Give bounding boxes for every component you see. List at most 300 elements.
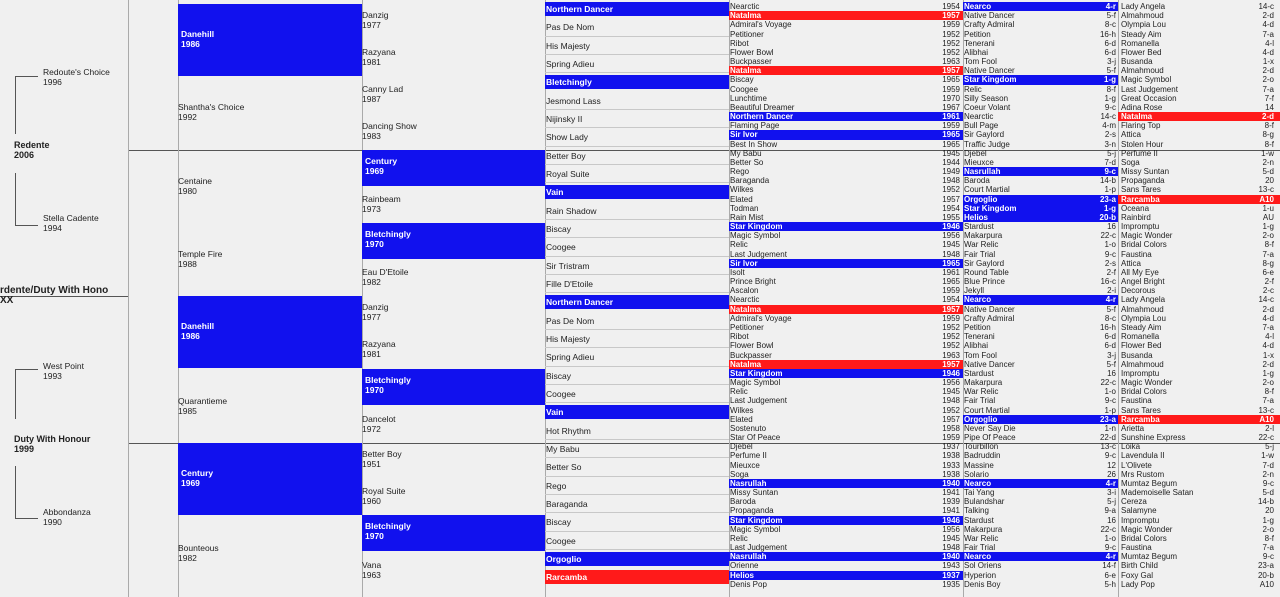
gen8-horse[interactable] — [1118, 268, 1280, 277]
gen5-horse[interactable] — [545, 570, 729, 584]
horse-year: 1986 — [181, 331, 200, 341]
gen7-horse[interactable] — [963, 2, 1118, 11]
family-number: 1-x — [1262, 57, 1274, 66]
gen7-horse[interactable] — [963, 39, 1118, 48]
gen8-horse[interactable] — [1118, 525, 1280, 534]
gen5-horse[interactable] — [545, 128, 729, 146]
gen6-horse[interactable] — [729, 94, 963, 103]
gen6-horse[interactable] — [729, 341, 963, 350]
gen7-horse[interactable] — [963, 75, 1118, 84]
gen3-horse[interactable] — [178, 543, 219, 563]
gen8-horse[interactable] — [1118, 442, 1280, 451]
gen7-horse[interactable] — [963, 30, 1118, 39]
gen6-horse[interactable] — [729, 195, 963, 204]
gen8-horse[interactable] — [1118, 176, 1280, 185]
gen6-horse[interactable] — [729, 305, 963, 314]
family-number: 2-s — [1104, 258, 1116, 268]
gen5-horse[interactable] — [545, 552, 729, 566]
gen5-horse[interactable] — [545, 185, 729, 199]
gen7-horse[interactable] — [963, 140, 1118, 149]
gen8-horse[interactable] — [1118, 506, 1280, 515]
gen7-horse[interactable] — [963, 415, 1118, 424]
gen7-horse[interactable] — [963, 497, 1118, 506]
gen7-horse[interactable] — [963, 488, 1118, 497]
gen7-horse[interactable] — [963, 286, 1118, 295]
gen7-horse[interactable] — [963, 259, 1118, 268]
gen1-horse[interactable] — [14, 140, 50, 160]
gen6-horse[interactable] — [729, 314, 963, 323]
family-number: 22-c — [1258, 433, 1274, 442]
gen8-horse[interactable] — [1118, 185, 1280, 194]
gen6-horse[interactable] — [729, 204, 963, 213]
gen7-horse[interactable] — [963, 268, 1118, 277]
gen4-horse[interactable] — [362, 486, 405, 506]
gen6-horse[interactable] — [729, 259, 963, 268]
gen7-horse[interactable] — [963, 112, 1118, 121]
gen7-horse[interactable] — [963, 130, 1118, 139]
gen3-horse-highlighted[interactable] — [178, 4, 362, 76]
gen5-horse[interactable] — [545, 220, 729, 238]
horse-name: Stardust — [964, 368, 994, 378]
gen3-horse-highlighted[interactable] — [178, 443, 362, 515]
gen4-horse[interactable] — [362, 449, 402, 469]
gen7-horse[interactable] — [963, 57, 1118, 66]
gen6-horse[interactable] — [729, 286, 963, 295]
gen6-horse[interactable] — [729, 112, 963, 121]
horse-name: Relic — [730, 533, 748, 543]
gen5-horse[interactable] — [545, 477, 729, 495]
gen8-horse[interactable] — [1118, 351, 1280, 360]
gen6-horse[interactable] — [729, 461, 963, 470]
gen6-horse[interactable] — [729, 103, 963, 112]
gen6-horse[interactable] — [729, 360, 963, 369]
gen8-horse[interactable] — [1118, 130, 1280, 139]
gen8-horse[interactable] — [1118, 580, 1280, 589]
gen7-horse[interactable] — [963, 277, 1118, 286]
gen6-horse[interactable] — [729, 222, 963, 231]
gen4-horse-highlighted[interactable] — [362, 223, 545, 259]
family-number: 5-j — [1107, 148, 1116, 158]
gen6-horse[interactable] — [729, 516, 963, 525]
gen2-horse[interactable] — [43, 507, 91, 527]
gen7-horse[interactable] — [963, 571, 1118, 580]
gen7-horse[interactable] — [963, 442, 1118, 451]
gen7-horse[interactable] — [963, 204, 1118, 213]
family-number: 1-g — [1262, 222, 1274, 232]
gen8-horse[interactable] — [1118, 222, 1280, 231]
gen7-horse[interactable] — [963, 461, 1118, 470]
gen6-horse[interactable] — [729, 543, 963, 552]
gen6-horse[interactable] — [729, 75, 963, 84]
gen7-horse[interactable] — [963, 20, 1118, 29]
gen5-horse[interactable] — [545, 92, 729, 110]
gen5-horse[interactable] — [545, 257, 729, 275]
gen8-horse[interactable] — [1118, 121, 1280, 130]
gen6-horse[interactable] — [729, 149, 963, 158]
gen1-horse[interactable] — [0, 286, 108, 306]
gen8-horse[interactable] — [1118, 250, 1280, 259]
gen6-horse[interactable] — [729, 130, 963, 139]
gen8-horse[interactable] — [1118, 277, 1280, 286]
gen8-horse[interactable] — [1118, 112, 1280, 121]
gen6-horse[interactable] — [729, 332, 963, 341]
gen5-horse[interactable] — [545, 495, 729, 513]
gen6-horse[interactable] — [729, 295, 963, 304]
gen4-horse[interactable] — [362, 10, 388, 30]
gen6-horse[interactable] — [729, 20, 963, 29]
gen7-horse[interactable] — [963, 580, 1118, 589]
gen2-horse[interactable] — [43, 361, 84, 381]
gen5-horse[interactable] — [545, 238, 729, 256]
gen8-horse[interactable] — [1118, 259, 1280, 268]
gen4-horse[interactable] — [362, 194, 401, 214]
gen4-horse[interactable] — [362, 267, 409, 287]
gen5-horse[interactable] — [545, 18, 729, 36]
family-number: 8-f — [1264, 240, 1274, 250]
family-number: 9-c — [1104, 451, 1116, 461]
gen5-horse[interactable] — [545, 330, 729, 348]
gen6-horse[interactable] — [729, 351, 963, 360]
gen5-horse[interactable] — [545, 2, 729, 16]
gen5-horse[interactable] — [545, 440, 729, 458]
gen7-horse[interactable] — [963, 561, 1118, 570]
gen5-horse[interactable] — [545, 110, 729, 128]
gen6-horse[interactable] — [729, 451, 963, 460]
gen8-horse[interactable] — [1118, 240, 1280, 249]
gen7-horse[interactable] — [963, 94, 1118, 103]
horse-name: Steady Aim — [1121, 29, 1162, 39]
gen6-horse[interactable] — [729, 433, 963, 442]
horse-name: Rarcamba — [1121, 414, 1160, 424]
gen8-horse[interactable] — [1118, 39, 1280, 48]
gen7-horse[interactable] — [963, 323, 1118, 332]
gen7-horse[interactable] — [963, 332, 1118, 341]
gen8-horse[interactable] — [1118, 305, 1280, 314]
gen7-horse[interactable] — [963, 516, 1118, 525]
gen8-horse[interactable] — [1118, 387, 1280, 396]
gen8-horse[interactable] — [1118, 2, 1280, 11]
horse-name: Ribot — [730, 332, 749, 342]
horse-name: Orienne — [730, 561, 759, 571]
gen8-horse[interactable] — [1118, 140, 1280, 149]
gen6-horse[interactable] — [729, 378, 963, 387]
gen7-horse[interactable] — [963, 396, 1118, 405]
gen7-horse[interactable] — [963, 240, 1118, 249]
gen5-horse[interactable] — [545, 37, 729, 55]
gen7-horse[interactable] — [963, 534, 1118, 543]
gen8-horse[interactable] — [1118, 20, 1280, 29]
gen6-horse[interactable] — [729, 571, 963, 580]
horse-year: 1959 — [942, 433, 960, 442]
gen7-horse[interactable] — [963, 66, 1118, 75]
gen6-horse[interactable] — [729, 470, 963, 479]
gen7-horse[interactable] — [963, 167, 1118, 176]
gen8-horse[interactable] — [1118, 231, 1280, 240]
gen8-horse[interactable] — [1118, 295, 1280, 304]
gen8-horse[interactable] — [1118, 360, 1280, 369]
horse-name: Nasrullah — [730, 552, 767, 562]
gen7-horse[interactable] — [963, 424, 1118, 433]
gen8-horse[interactable] — [1118, 323, 1280, 332]
gen7-horse[interactable] — [963, 103, 1118, 112]
gen3-horse[interactable] — [178, 249, 222, 269]
gen6-horse[interactable] — [729, 185, 963, 194]
gen8-horse[interactable] — [1118, 286, 1280, 295]
gen8-horse[interactable] — [1118, 66, 1280, 75]
horse-name: Sostenuto — [730, 423, 767, 433]
gen7-horse[interactable] — [963, 121, 1118, 130]
gen7-horse[interactable] — [963, 360, 1118, 369]
gen6-horse[interactable] — [729, 140, 963, 149]
gen8-horse[interactable] — [1118, 48, 1280, 57]
horse-name: Round Table — [964, 267, 1009, 277]
gen7-horse[interactable] — [963, 305, 1118, 314]
bracket-line — [15, 76, 38, 77]
horse-name: Nijinsky II — [546, 114, 583, 124]
gen7-horse[interactable] — [963, 250, 1118, 259]
gen6-horse[interactable] — [729, 11, 963, 20]
gen6-horse[interactable] — [729, 580, 963, 589]
gen8-horse[interactable] — [1118, 534, 1280, 543]
gen5-horse[interactable] — [545, 405, 729, 419]
gen6-horse[interactable] — [729, 488, 963, 497]
gen6-horse[interactable] — [729, 534, 963, 543]
horse-year: 1945 — [942, 533, 960, 543]
gen6-horse[interactable] — [729, 167, 963, 176]
gen8-horse[interactable] — [1118, 479, 1280, 488]
gen8-horse[interactable] — [1118, 11, 1280, 20]
gen6-horse[interactable] — [729, 231, 963, 240]
gen6-horse[interactable] — [729, 48, 963, 57]
gen7-horse[interactable] — [963, 479, 1118, 488]
gen5-horse[interactable] — [545, 312, 729, 330]
gen5-horse[interactable] — [545, 385, 729, 403]
gen8-horse[interactable] — [1118, 57, 1280, 66]
gen8-horse[interactable] — [1118, 516, 1280, 525]
gen7-horse[interactable] — [963, 11, 1118, 20]
horse-name: Elated — [730, 414, 753, 424]
gen8-horse[interactable] — [1118, 497, 1280, 506]
gen5-horse[interactable] — [545, 275, 729, 293]
gen5-horse[interactable] — [545, 165, 729, 183]
gen7-horse[interactable] — [963, 295, 1118, 304]
gen4-horse-highlighted[interactable] — [362, 515, 545, 551]
gen5-horse[interactable] — [545, 422, 729, 440]
gen8-horse[interactable] — [1118, 158, 1280, 167]
gen7-horse[interactable] — [963, 470, 1118, 479]
gen3-horse[interactable] — [178, 396, 227, 416]
horse-name: Wilkes — [730, 185, 754, 195]
gen7-horse[interactable] — [963, 185, 1118, 194]
gen8-horse[interactable] — [1118, 369, 1280, 378]
gen3-horse[interactable] — [178, 102, 244, 122]
horse-name: Rarcamba — [546, 572, 588, 583]
gen8-horse[interactable] — [1118, 149, 1280, 158]
gen7-horse[interactable] — [963, 158, 1118, 167]
gen8-horse[interactable] — [1118, 470, 1280, 479]
gen8-horse[interactable] — [1118, 195, 1280, 204]
gen6-horse[interactable] — [729, 57, 963, 66]
gen6-horse[interactable] — [729, 85, 963, 94]
gen8-horse[interactable] — [1118, 94, 1280, 103]
horse-name: Steady Aim — [1121, 322, 1162, 332]
gen6-horse[interactable] — [729, 506, 963, 515]
family-number: 2-d — [1262, 304, 1274, 314]
horse-name: Star Kingdom — [730, 368, 783, 378]
gen8-horse[interactable] — [1118, 571, 1280, 580]
gen7-horse[interactable] — [963, 231, 1118, 240]
horse-name: Almahmoud — [1121, 66, 1164, 76]
gen6-horse[interactable] — [729, 39, 963, 48]
gen7-horse[interactable] — [963, 525, 1118, 534]
gen8-horse[interactable] — [1118, 204, 1280, 213]
gen8-horse[interactable] — [1118, 378, 1280, 387]
gen6-horse[interactable] — [729, 369, 963, 378]
gen7-horse[interactable] — [963, 552, 1118, 561]
gen4-horse[interactable] — [362, 121, 417, 141]
gen5-horse[interactable] — [545, 147, 729, 165]
gen8-horse[interactable] — [1118, 167, 1280, 176]
horse-year: 1967 — [942, 102, 960, 112]
gen8-horse[interactable] — [1118, 561, 1280, 570]
gen8-horse[interactable] — [1118, 461, 1280, 470]
gen3-horse-highlighted[interactable] — [178, 296, 362, 368]
gen5-horse[interactable] — [545, 348, 729, 366]
gen8-horse[interactable] — [1118, 85, 1280, 94]
gen4-horse[interactable] — [362, 84, 403, 104]
horse-name: Mrs Rustom — [1121, 469, 1165, 479]
gen7-horse[interactable] — [963, 149, 1118, 158]
gen7-horse[interactable] — [963, 341, 1118, 350]
gen6-horse[interactable] — [729, 66, 963, 75]
gen8-horse[interactable] — [1118, 75, 1280, 84]
gen7-horse[interactable] — [963, 451, 1118, 460]
gen8-horse[interactable] — [1118, 406, 1280, 415]
gen8-horse[interactable] — [1118, 424, 1280, 433]
gen6-horse[interactable] — [729, 213, 963, 222]
horse-year: 1981 — [362, 349, 381, 359]
gen4-horse-highlighted[interactable] — [362, 369, 545, 405]
gen5-horse[interactable] — [545, 532, 729, 550]
gen6-horse[interactable] — [729, 442, 963, 451]
family-number: 7-a — [1262, 322, 1274, 332]
gen5-horse[interactable] — [545, 75, 729, 89]
horse-name: Magic Wonder — [1121, 524, 1173, 534]
gen7-horse[interactable] — [963, 351, 1118, 360]
horse-year: 1957 — [942, 359, 960, 369]
horse-name: Nasrullah — [964, 167, 1001, 177]
gen7-horse[interactable] — [963, 543, 1118, 552]
gen8-horse[interactable] — [1118, 332, 1280, 341]
gen7-horse[interactable] — [963, 195, 1118, 204]
gen6-horse[interactable] — [729, 121, 963, 130]
gen7-horse[interactable] — [963, 314, 1118, 323]
gen7-horse[interactable] — [963, 378, 1118, 387]
gen5-horse[interactable] — [545, 202, 729, 220]
gen4-horse[interactable] — [362, 414, 396, 434]
gen6-horse[interactable] — [729, 424, 963, 433]
gen7-horse[interactable] — [963, 48, 1118, 57]
gen6-horse[interactable] — [729, 158, 963, 167]
gen7-horse[interactable] — [963, 176, 1118, 185]
gen6-horse[interactable] — [729, 250, 963, 259]
gen7-horse[interactable] — [963, 433, 1118, 442]
gen6-horse[interactable] — [729, 323, 963, 332]
gen6-horse[interactable] — [729, 396, 963, 405]
gen5-horse[interactable] — [545, 55, 729, 73]
gen5-horse[interactable] — [545, 513, 729, 531]
gen8-horse[interactable] — [1118, 314, 1280, 323]
family-number: 4-d — [1262, 47, 1274, 57]
gen3-horse[interactable] — [178, 176, 212, 196]
gen6-horse[interactable] — [729, 497, 963, 506]
gen4-horse[interactable] — [362, 47, 396, 67]
gen5-horse[interactable] — [545, 458, 729, 476]
gen4-horse-highlighted[interactable] — [362, 150, 545, 186]
gen7-horse[interactable] — [963, 85, 1118, 94]
gen6-horse[interactable] — [729, 406, 963, 415]
gen5-horse[interactable] — [545, 367, 729, 385]
horse-name: Centaine — [178, 176, 213, 186]
gen7-horse[interactable] — [963, 387, 1118, 396]
gen7-horse[interactable] — [963, 213, 1118, 222]
gen8-horse[interactable] — [1118, 451, 1280, 460]
gen4-horse[interactable] — [362, 560, 381, 580]
gen6-horse[interactable] — [729, 240, 963, 249]
gen6-horse[interactable] — [729, 30, 963, 39]
gen6-horse[interactable] — [729, 2, 963, 11]
gen8-horse[interactable] — [1118, 103, 1280, 112]
gen6-horse[interactable] — [729, 525, 963, 534]
gen6-horse[interactable] — [729, 479, 963, 488]
family-number: 2-o — [1262, 524, 1274, 534]
gen6-horse[interactable] — [729, 552, 963, 561]
gen7-horse[interactable] — [963, 506, 1118, 515]
gen8-horse[interactable] — [1118, 341, 1280, 350]
family-number: 13-c — [1258, 405, 1274, 415]
gen4-horse[interactable] — [362, 339, 396, 359]
gen4-horse[interactable] — [362, 302, 388, 322]
family-number: 16 — [1107, 515, 1116, 525]
gen8-horse[interactable] — [1118, 213, 1280, 222]
gen7-horse[interactable] — [963, 369, 1118, 378]
gen8-horse[interactable] — [1118, 433, 1280, 442]
gen7-horse[interactable] — [963, 222, 1118, 231]
horse-year: 1959 — [942, 313, 960, 323]
gen8-horse[interactable] — [1118, 396, 1280, 405]
gen8-horse[interactable] — [1118, 552, 1280, 561]
gen6-horse[interactable] — [729, 415, 963, 424]
horse-name: Star Kingdom — [730, 515, 783, 525]
gen6-horse[interactable] — [729, 561, 963, 570]
family-number: 9-c — [1262, 552, 1274, 562]
gen6-horse[interactable] — [729, 176, 963, 185]
gen2-horse[interactable] — [43, 213, 99, 233]
gen1-horse[interactable] — [14, 434, 90, 454]
gen2-horse[interactable] — [43, 67, 110, 87]
gen6-horse[interactable] — [729, 277, 963, 286]
gen8-horse[interactable] — [1118, 30, 1280, 39]
gen8-horse[interactable] — [1118, 488, 1280, 497]
gen8-horse[interactable] — [1118, 415, 1280, 424]
gen8-horse[interactable] — [1118, 543, 1280, 552]
gen7-horse[interactable] — [963, 406, 1118, 415]
gen6-horse[interactable] — [729, 268, 963, 277]
gen6-horse[interactable] — [729, 387, 963, 396]
gen5-horse[interactable] — [545, 295, 729, 309]
family-number: 2-d — [1262, 11, 1274, 21]
family-number: 4-l — [1265, 38, 1274, 48]
